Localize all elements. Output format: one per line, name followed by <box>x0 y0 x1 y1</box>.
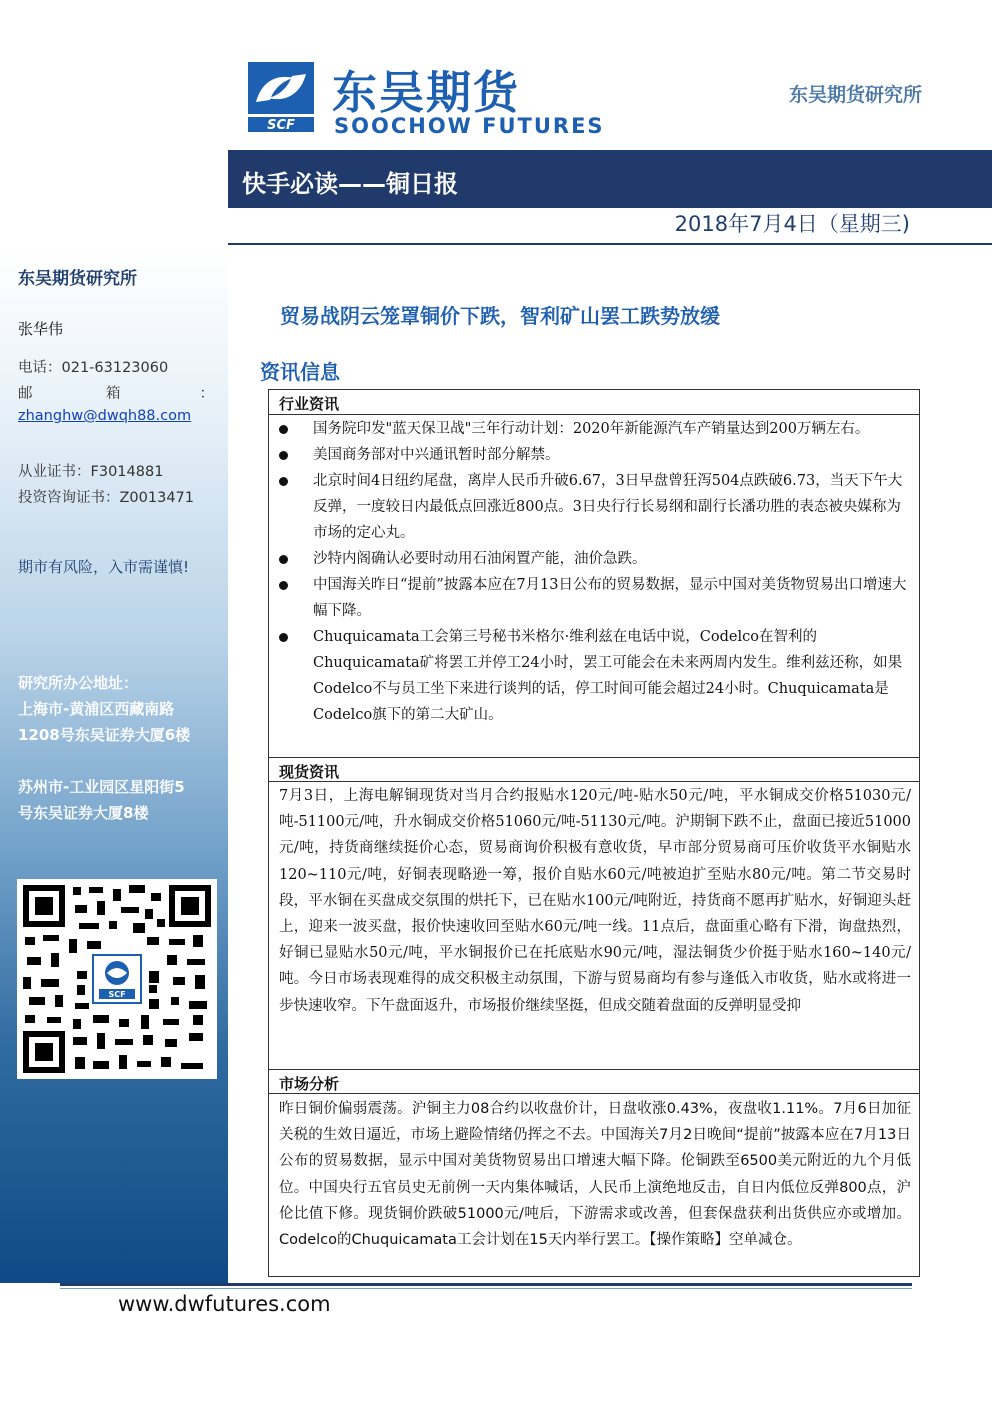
bullet-icon <box>279 425 288 434</box>
analysis-header-label: 市场分析 <box>279 1075 340 1093</box>
bullet-icon <box>279 451 288 460</box>
address-title: 研究所办公地址： <box>18 674 139 692</box>
logo-text-cn: 东吴期货 <box>332 66 521 119</box>
advisory-certificate: 投资咨询证书：Z0013471 <box>18 490 195 506</box>
list-item: 中国海关昨日“提前”披露本应在7月13日公布的贸易数据，显示中国对美货物贸易出口增速大幅下降。 <box>269 572 919 624</box>
scf-logo-icon <box>248 62 314 132</box>
address-line: 上海市-黄浦区西藏南路 <box>18 700 175 718</box>
list-item: Chuquicamata工会第三号秘书米格尔·维利兹在电话中说，Codelco在智利的Chuquicamata矿将罢工并停工24小时，罢工可能会在未来两周内发生。维利兹还称，如果Codelco不与员工坐下来进行谈判的话，停工时间可能会超过24小时。Chuquicamata是Codelco旗下的第二大矿山。 <box>269 624 919 728</box>
email-link[interactable]: zhanghw@dwqh88.com <box>18 408 192 424</box>
analysis-header <box>269 1069 919 1094</box>
info-table <box>268 389 920 1277</box>
address-line: 1208号东吴证券大厦6楼 <box>18 726 191 744</box>
qr-logo-mark: SCF <box>108 990 126 999</box>
header-org: 东吴期货研究所 <box>788 84 922 106</box>
list-item: 国务院印发"蓝天保卫战"三年行动计划：2020年新能源汽车产销量达到200万辆左右。 <box>269 416 919 442</box>
bullet-icon <box>279 633 288 642</box>
headline: 贸易战阴云笼罩铜价下跌，智利矿山罢工跌势放缓 <box>280 304 720 328</box>
title-band <box>228 150 992 208</box>
phone: 电话：021-63123060 <box>18 360 169 376</box>
qr-code[interactable] <box>17 879 217 1079</box>
sidebar-org: 东吴期货研究所 <box>18 269 137 289</box>
industry-header <box>269 390 919 415</box>
section-title: 资讯信息 <box>260 360 340 384</box>
bullet-icon <box>279 477 288 486</box>
bullet-icon <box>279 555 288 564</box>
industry-header-label: 行业资讯 <box>279 395 340 413</box>
bullet-icon <box>279 581 288 590</box>
logo-mark-text: SCF <box>267 118 295 132</box>
list-item: 美国商务部对中兴通讯暂时部分解禁。 <box>269 442 919 468</box>
footer-rule <box>60 1288 912 1289</box>
industry-list <box>269 416 919 728</box>
address-line: 号东吴证券大厦8楼 <box>18 804 149 822</box>
author-name: 张华伟 <box>18 320 64 338</box>
spot-header <box>269 757 919 782</box>
list-item: 北京时间4日纽约尾盘，离岸人民币升破6.67，3日早盘曾狂泻504点跌破6.73，当天下午大反弹，一度较日内最低点回涨近800点。3日央行行长易纲和副行长潘功胜的表态被央媒称为市场的定心丸。 <box>269 468 919 546</box>
report-date: 2018年7月4日（星期三) <box>674 212 910 236</box>
report-title: 快手必读——铜日报 <box>242 170 458 198</box>
logo-text-en: SOOCHOW FUTURES <box>334 114 605 138</box>
risk-warning: 期市有风险，入市需谨慎! <box>18 558 190 576</box>
sidebar <box>0 0 228 1283</box>
address-line: 苏州市-工业园区星阳街5 <box>18 778 185 796</box>
spot-header-label: 现货资讯 <box>279 763 340 781</box>
logo[interactable] <box>248 62 314 132</box>
qr-code-icon <box>17 879 217 1079</box>
spot-text: 7月3日，上海电解铜现货对当月合约报贴水120元/吨-贴水50元/吨，平水铜成交价格51030元/吨-51100元/吨，升水铜成交价格51060元/吨-51130元/吨。沪期铜下跌不止，盘面已接近51000元/吨，持货商继续挺价心态，贸易商询价积极有意收货，早市部分贸易商可压价收货平水铜贴水120~110元/吨，好铜表现略逊一筹，报价自贴水60元/吨被迫扩至贴水80元/吨。第二节交易时段，平水铜在买盘成交氛围的烘托下，已在贴水100元/吨附近，持货商不愿再扩贴水，好铜迎头赶上，迎来一波买盘，报价快速收回至贴水60元/吨一线。11点后，盘面重心略有下滑，询盘热烈，好铜已显贴水50元/吨，平水铜报价已在托底贴水90元/吨，湿法铜货少价挺于贴水160~140元/吨。今日市场表现难得的成交积极主动氛围，下游与贸易商均有参与逢低入市收货，贴水或将进一步快速收窄。下午盘面返升，市场报价继续坚挺，但成交随着盘面的反弹明显受抑 <box>279 788 911 1014</box>
analysis-text: 昨日铜价偏弱震荡。沪铜主力08合约以收盘价计，日盘收涨0.43%，夜盘收1.11%。7月6日加征关税的生效日逼近，市场上避险情绪仍挥之不去。中国海关7月2日晚间“提前”披露本应在7月13日公布的贸易数据，显示中国对美货物贸易出口增速大幅下降。伦铜跌至6500美元附近的九个月低位。中国央行五官员史无前例一天内集体喊话，人民币上演绝地反击，自日内低位反弹800点，沪伦比值下修。现货铜价跌破51000元/吨后，下游需求或改善，但套保盘获利出货供应亦或增加。Codelco的Chuquicamata工会计划在15天内举行罢工。【操作策略】空单减仓。 <box>279 1101 911 1249</box>
website-link[interactable]: www.dwfutures.com <box>118 1292 331 1316</box>
footer-rule <box>60 1283 912 1286</box>
practice-certificate: 从业证书：F3014881 <box>18 464 164 480</box>
list-item: 沙特内阁确认必要时动用石油闲置产能，油价急跌。 <box>269 546 919 572</box>
divider <box>228 243 992 245</box>
